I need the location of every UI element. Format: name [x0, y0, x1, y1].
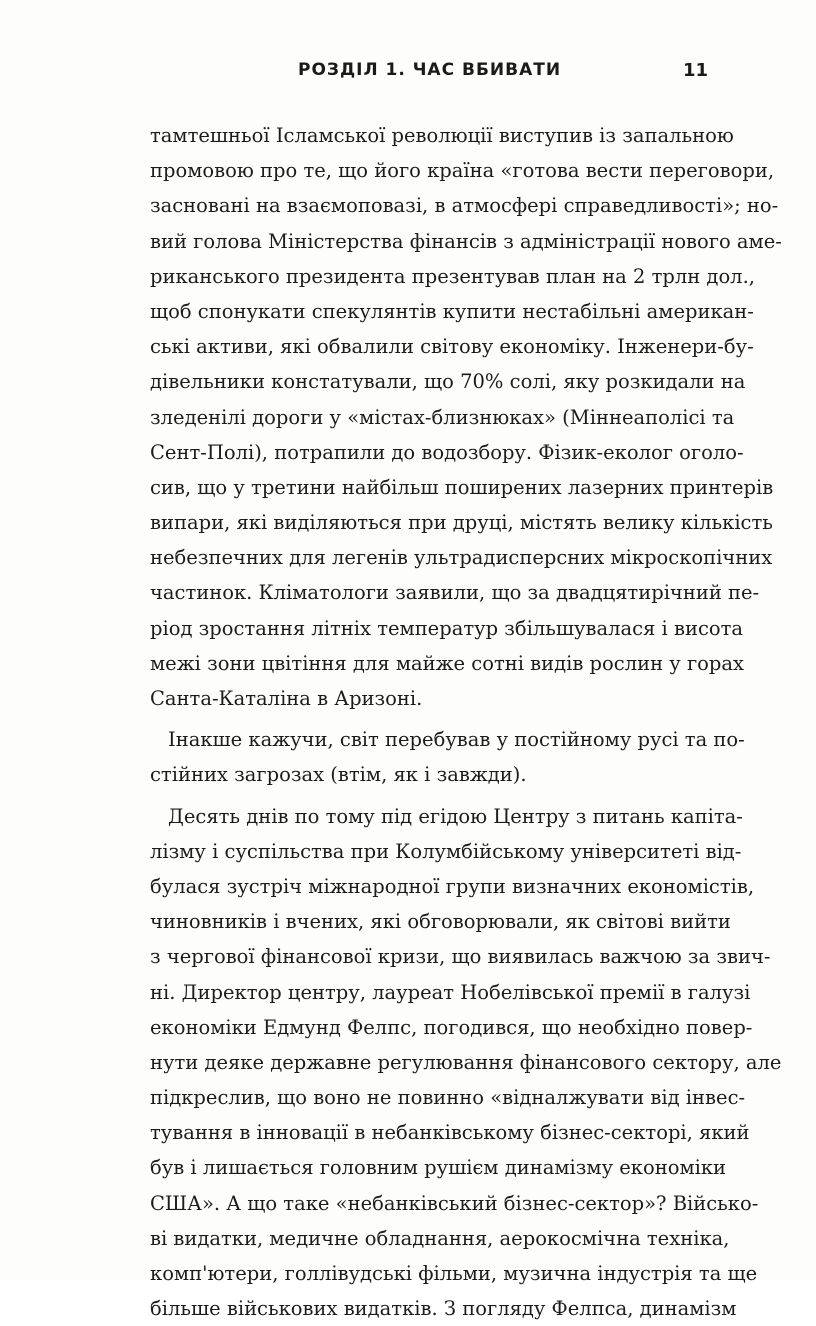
text-line: щоб спонукати спекулянтів купити нестабільні американ-: [150, 299, 754, 323]
text-line: Інакше кажучи, світ перебував у постійному русі та по-: [168, 728, 745, 752]
text-line: ві видатки, медичне обладнання, аерокосмічна техніка,: [150, 1226, 730, 1250]
text-line: межі зони цвітіння для майже сотні видів рослин у горах: [150, 651, 745, 675]
paragraph-2: [150, 722, 745, 792]
text-line: небезпечних для легенів ультрадисперсних мікроскопічних: [150, 546, 773, 570]
text-line: комп'ютери, голлівудські фільми, музична індустрія та ще: [150, 1262, 758, 1285]
text-line: ні. Директор центру, лауреат Нобелівської премії в галузі: [150, 980, 751, 1004]
text-line: економіки Едмунд Фелпс, погодився, що необхідно повер-: [150, 1015, 753, 1039]
page-number: 11: [682, 60, 708, 81]
text-line: вий голова Міністерства фінансів з адміністрації нового аме-: [150, 229, 782, 253]
text-line: дівельники констатували, що 70% солі, яку розкидали на: [150, 370, 746, 394]
text-line: стійних загрозах (втім, як і завжди).: [150, 763, 527, 787]
text-line: нути деяке державне регулювання фінансового сектору, але: [150, 1050, 782, 1074]
text-line: ські активи, які обвалили світову економіку. Інженери-бу-: [150, 335, 754, 359]
text-line: підкреслив, що воно не повинно «відналжувати від інвес-: [150, 1086, 746, 1110]
body-text: [150, 118, 782, 1326]
text-line: частинок. Кліматологи заявили, що за двадцятирічний пе-: [150, 581, 760, 605]
text-line: ріод зростання літніх температур збільшувалася і висота: [150, 616, 744, 640]
text-line: був і лишається головним рушієм динамізму економіки: [150, 1156, 727, 1180]
text-line: Санта-Каталіна в Аризоні.: [150, 687, 423, 710]
text-line: випари, які виділяються при друці, містять велику кількість: [150, 511, 773, 535]
text-line: сив, що у третини найбільш поширених лазерних принтерів: [150, 475, 774, 499]
text-line: тамтешньої Ісламської революції виступив із запальною: [150, 124, 734, 147]
text-line: з чергової фінансової кризи, що виявилась важчою за звич-: [150, 945, 771, 969]
text-line: Сент-Полі), потрапили до водозбору. Фізик-еколог оголо-: [150, 440, 744, 464]
running-head: РОЗДІЛ 1. ЧАС ВБИВАТИ: [298, 60, 562, 80]
text-line: засновані на взаємоповазі, в атмосфері справедливості»; но-: [150, 194, 779, 218]
text-line: більше військових видатків. З погляду Фелпса, динамізм: [150, 1297, 737, 1321]
text-line: зледенілі дороги у «містах-близнюках» (Міннеаполісі та: [150, 405, 735, 429]
text-line: лізму і суспільства при Колумбійському університеті від-: [150, 839, 742, 863]
text-line: булася зустріч міжнародної групи визначних економістів,: [150, 874, 755, 898]
text-line: Десять днів по тому під егідою Центру з питань капіта-: [168, 804, 743, 828]
text-line: промовою про те, що його країна «готова вести переговори,: [150, 159, 775, 183]
text-line: тування в інновації в небанківському бізнес-секторі, який: [150, 1121, 750, 1145]
paragraph-1: [150, 118, 782, 716]
text-line: риканського президента презентував план на 2 трлн дол.,: [150, 264, 755, 288]
text-line: США». А що таке «небанківський бізнес-сектор»? Військо-: [150, 1191, 759, 1215]
paragraph-3: [150, 799, 782, 1326]
text-line: чиновників і вчених, які обговорювали, як світові вийти: [150, 910, 731, 934]
